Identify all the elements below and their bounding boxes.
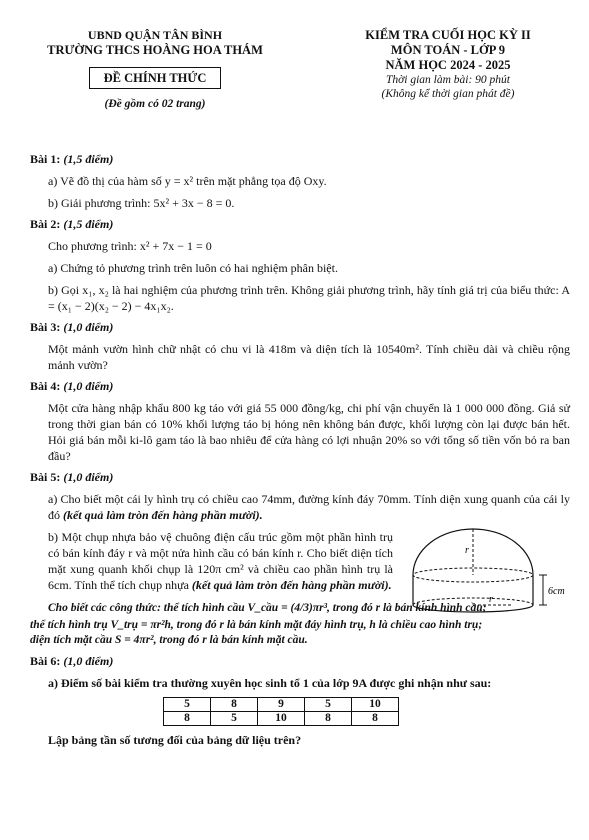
score-table <box>163 697 399 726</box>
problem-1a: a) Vẽ đồ thị của hàm số y = x² trên mặt phẳng tọa độ Oxy. <box>48 174 327 188</box>
table-cell: 5 <box>211 712 258 726</box>
table-cell: 8 <box>305 712 352 726</box>
problem-3-heading: Bài 3: (1,0 điểm) <box>30 320 114 334</box>
formula-sphere-area: diện tích mặt cầu S = 4πr², trong đó r là bán kính mặt cầu. <box>30 634 308 646</box>
exam-title: KIỂM TRA CUỐI HỌC KỲ II <box>365 28 531 42</box>
header-right <box>318 28 578 101</box>
problem-6-heading: Bài 6: (1,0 điểm) <box>30 654 114 668</box>
problem-6-question: Lập bảng tần số tương đối của bảng dữ liệu trên? <box>48 733 302 747</box>
school-year: NĂM HỌC 2024 - 2025 <box>385 58 511 72</box>
problem-5a: a) Cho biết một cái ly hình trụ có chiều cao 74mm, đường kính đáy 70mm. Tính diện xung quanh của cái ly đó (kết quả làm tròn đến hàng phần mười). <box>48 492 570 522</box>
school-name: TRƯỜNG THCS HOÀNG HOA THÁM <box>47 43 263 57</box>
problem-6a: a) Điểm số bài kiểm tra thường xuyên học sinh tổ 1 của lớp 9A được ghi nhận như sau: <box>48 676 492 690</box>
problem-5b-block <box>30 529 570 605</box>
time-note: (Không kể thời gian phát đề) <box>381 88 515 100</box>
formula-sphere-volume: Cho biết các công thức: thể tích hình cầu V_cầu = (4/3)πr³, trong đó r là bán kính hình cầu; <box>48 602 487 614</box>
table-cell: 8 <box>164 712 211 726</box>
problem-5-heading: Bài 5: (1,0 điểm) <box>30 470 114 484</box>
table-cell: 8 <box>211 698 258 712</box>
page-count-note: (Đề gồm có 02 trang) <box>104 98 206 110</box>
problem-2-intro: Cho phương trình: x² + 7x − 1 = 0 <box>48 239 212 253</box>
district-name: UBND QUẬN TÂN BÌNH <box>87 28 223 42</box>
table-cell: 10 <box>352 698 399 712</box>
table-cell: 10 <box>258 712 305 726</box>
radius-label-top: r <box>465 545 469 556</box>
problem-4-text: Một cửa hàng nhập khẩu 800 kg táo với giá 55 000 đồng/kg, chi phí vận chuyển là 1 000 000 đồng. Giả sử trong thời gian bán có 10% khối lượng táo bị hỏng nên không bán được, khối lượng còn lại được bán hết. Hỏi giá bán mỗi ki-lô gam táo là bao nhiêu để cửa hàng có lợi nhuận 20% so với tổng số tiền vốn bỏ ra ban đầu? <box>48 401 570 463</box>
header-left <box>30 28 280 110</box>
exam-content <box>30 146 570 748</box>
problem-4-heading: Bài 4: (1,0 điểm) <box>30 379 114 393</box>
formula-cylinder-volume: thể tích hình trụ V_trụ = πr²h, trong đó r là bán kính mặt đáy hình trụ, h là chiều cao hình trụ; <box>30 619 483 631</box>
problem-5b: b) Một chụp nhựa bảo vệ chuông điện cấu trúc gồm một phần hình trụ có bán kính đáy r và một nửa hình cầu có bán kính r. Cho biết diện tích mặt xung quanh khối chụp là 120π cm² và chiều cao phần hình trụ là 6cm. Tính thể tích chụp nhựa (kết quả làm tròn đến hàng phần mười). <box>48 530 393 592</box>
problem-2a: a) Chứng tỏ phương trình trên luôn có hai nghiệm phân biệt. <box>48 261 338 275</box>
table-cell: 9 <box>258 698 305 712</box>
table-cell: 8 <box>352 712 399 726</box>
table-row <box>164 698 399 712</box>
table-cell: 5 <box>164 698 211 712</box>
subject-title: MÔN TOÁN - LỚP 9 <box>390 43 506 57</box>
problem-2-heading: Bài 2: (1,5 điểm) <box>30 217 114 231</box>
problem-3-text: Một mảnh vườn hình chữ nhật có chu vi là 418m và diện tích là 10540m². Tính chiều dài và chiều rộng mảnh vườn? <box>48 342 570 372</box>
time-limit: Thời gian làm bài: 90 phút <box>385 74 511 86</box>
bell-cover-figure <box>403 525 573 615</box>
height-label: 6cm <box>548 586 565 597</box>
table-row <box>164 712 399 726</box>
problem-1b: b) Giải phương trình: 5x² + 3x − 8 = 0. <box>48 196 235 210</box>
problem-1-heading: Bài 1: (1,5 điểm) <box>30 152 114 166</box>
problem-2b: b) Gọi x₁, x₂ là hai nghiệm của phương trình trên. Không giải phương trình, hãy tính giá trị của biểu thức: A = (x₁ − 2)(x₂ − 2) − 4x₁x₂. <box>48 283 570 313</box>
radius-label-bottom: r <box>489 594 493 605</box>
table-cell: 5 <box>305 698 352 712</box>
official-label: ĐỀ CHÍNH THỨC <box>89 67 222 89</box>
